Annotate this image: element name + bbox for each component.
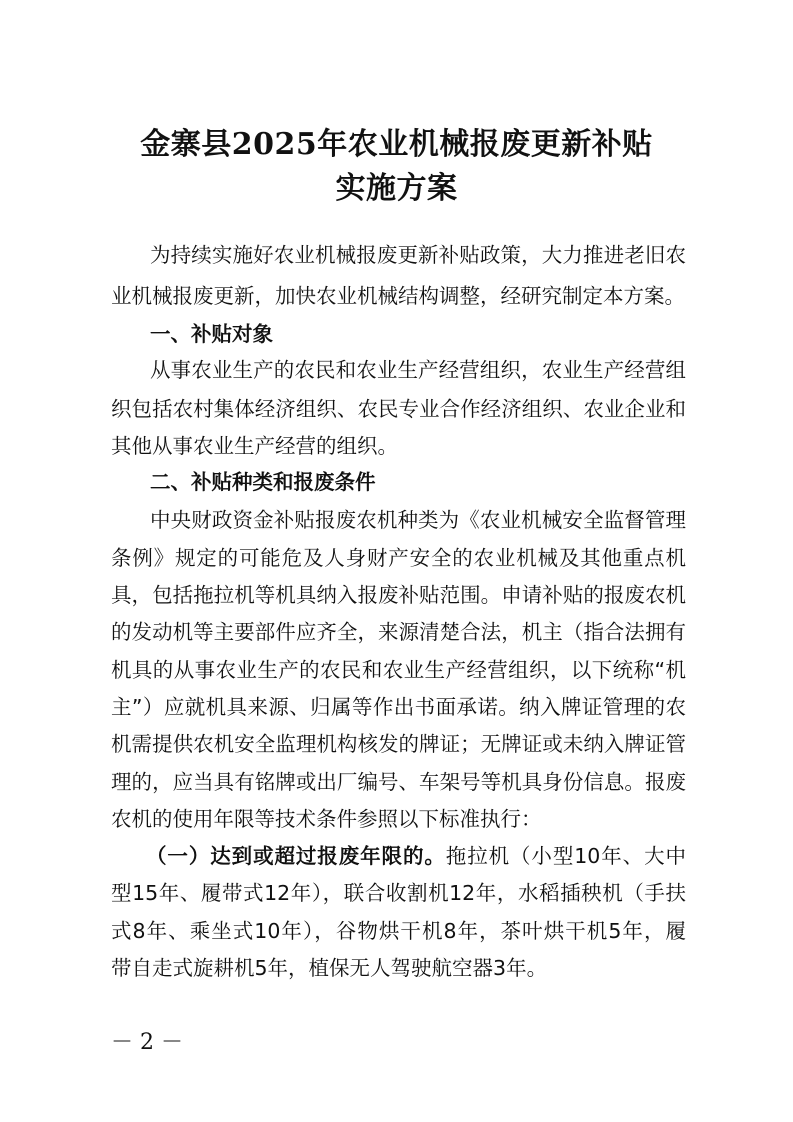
subsection-1-line-3: 式8年、乘坐式10年），谷物烘干机8年，茶叶烘干机5年，履 xyxy=(111,919,686,943)
subsection-1-line-4: 带自走式旋耕机5年，植保无人驾驶航空器3年。 xyxy=(111,956,548,980)
section-2-line-4: 的发动机等主要部件应齐全，来源清楚合法，机主（指合法拥有 xyxy=(111,620,686,644)
section-2-line-6: 主”）应就机具来源、归属等作出书面承诺。纳入牌证管理的农 xyxy=(111,695,686,719)
section-1-line-2: 织包括农村集体经济组织、农民专业合作经济组织、农业企业和 xyxy=(111,397,686,421)
section-2-line-2: 条例》规定的可能危及人身财产安全的农业机械及其他重点机 xyxy=(111,546,686,570)
section-2-line-7: 机需提供农机安全监理机构核发的牌证；无牌证或未纳入牌证管 xyxy=(111,732,686,756)
subsection-1-line-1 xyxy=(146,841,686,871)
page-number: － 2 － xyxy=(111,1030,183,1055)
section-1-line-1: 从事农业生产的农民和农业生产经营组织，农业生产经营组 xyxy=(150,358,686,382)
section-2-line-1: 中央财政资金补贴报废农机种类为《农业机械安全监督管理 xyxy=(150,508,686,532)
document-title-line-2: 实施方案 xyxy=(335,171,458,206)
section-2-line-5: 机具的从事农业生产的农民和农业生产经营组织，以下统称“机 xyxy=(111,658,686,682)
subsection-1-first-text: 拖拉机（小型10年、大中 xyxy=(445,844,686,868)
section-1-heading: 一、补贴对象 xyxy=(150,322,273,346)
document-title-line-1: 金寨县2025年农业机械报废更新补贴 xyxy=(140,127,653,162)
section-2-line-3: 具，包括拖拉机等机具纳入报废补贴范围。申请补贴的报废农机 xyxy=(111,583,686,607)
subsection-1-heading: （一）达到或超过报废年限的。 xyxy=(146,844,446,868)
section-2-line-8: 理的，应当具有铭牌或出厂编号、车架号等机具身份信息。报废 xyxy=(111,770,686,794)
section-2-line-9: 农机的使用年限等技术条件参照以下标准执行： xyxy=(111,807,542,831)
section-2-heading: 二、补贴种类和报废条件 xyxy=(150,470,376,494)
section-1-line-3: 其他从事农业生产经营的组织。 xyxy=(111,434,398,458)
intro-line-2: 业机械报废更新，加快农业机械结构调整，经研究制定本方案。 xyxy=(111,284,685,308)
intro-line-1: 为持续实施好农业机械报废更新补贴政策，大力推进老旧农 xyxy=(150,243,686,267)
subsection-1-line-2: 型15年、履带式12年），联合收割机12年，水稻插秧机（手扶 xyxy=(111,881,686,905)
